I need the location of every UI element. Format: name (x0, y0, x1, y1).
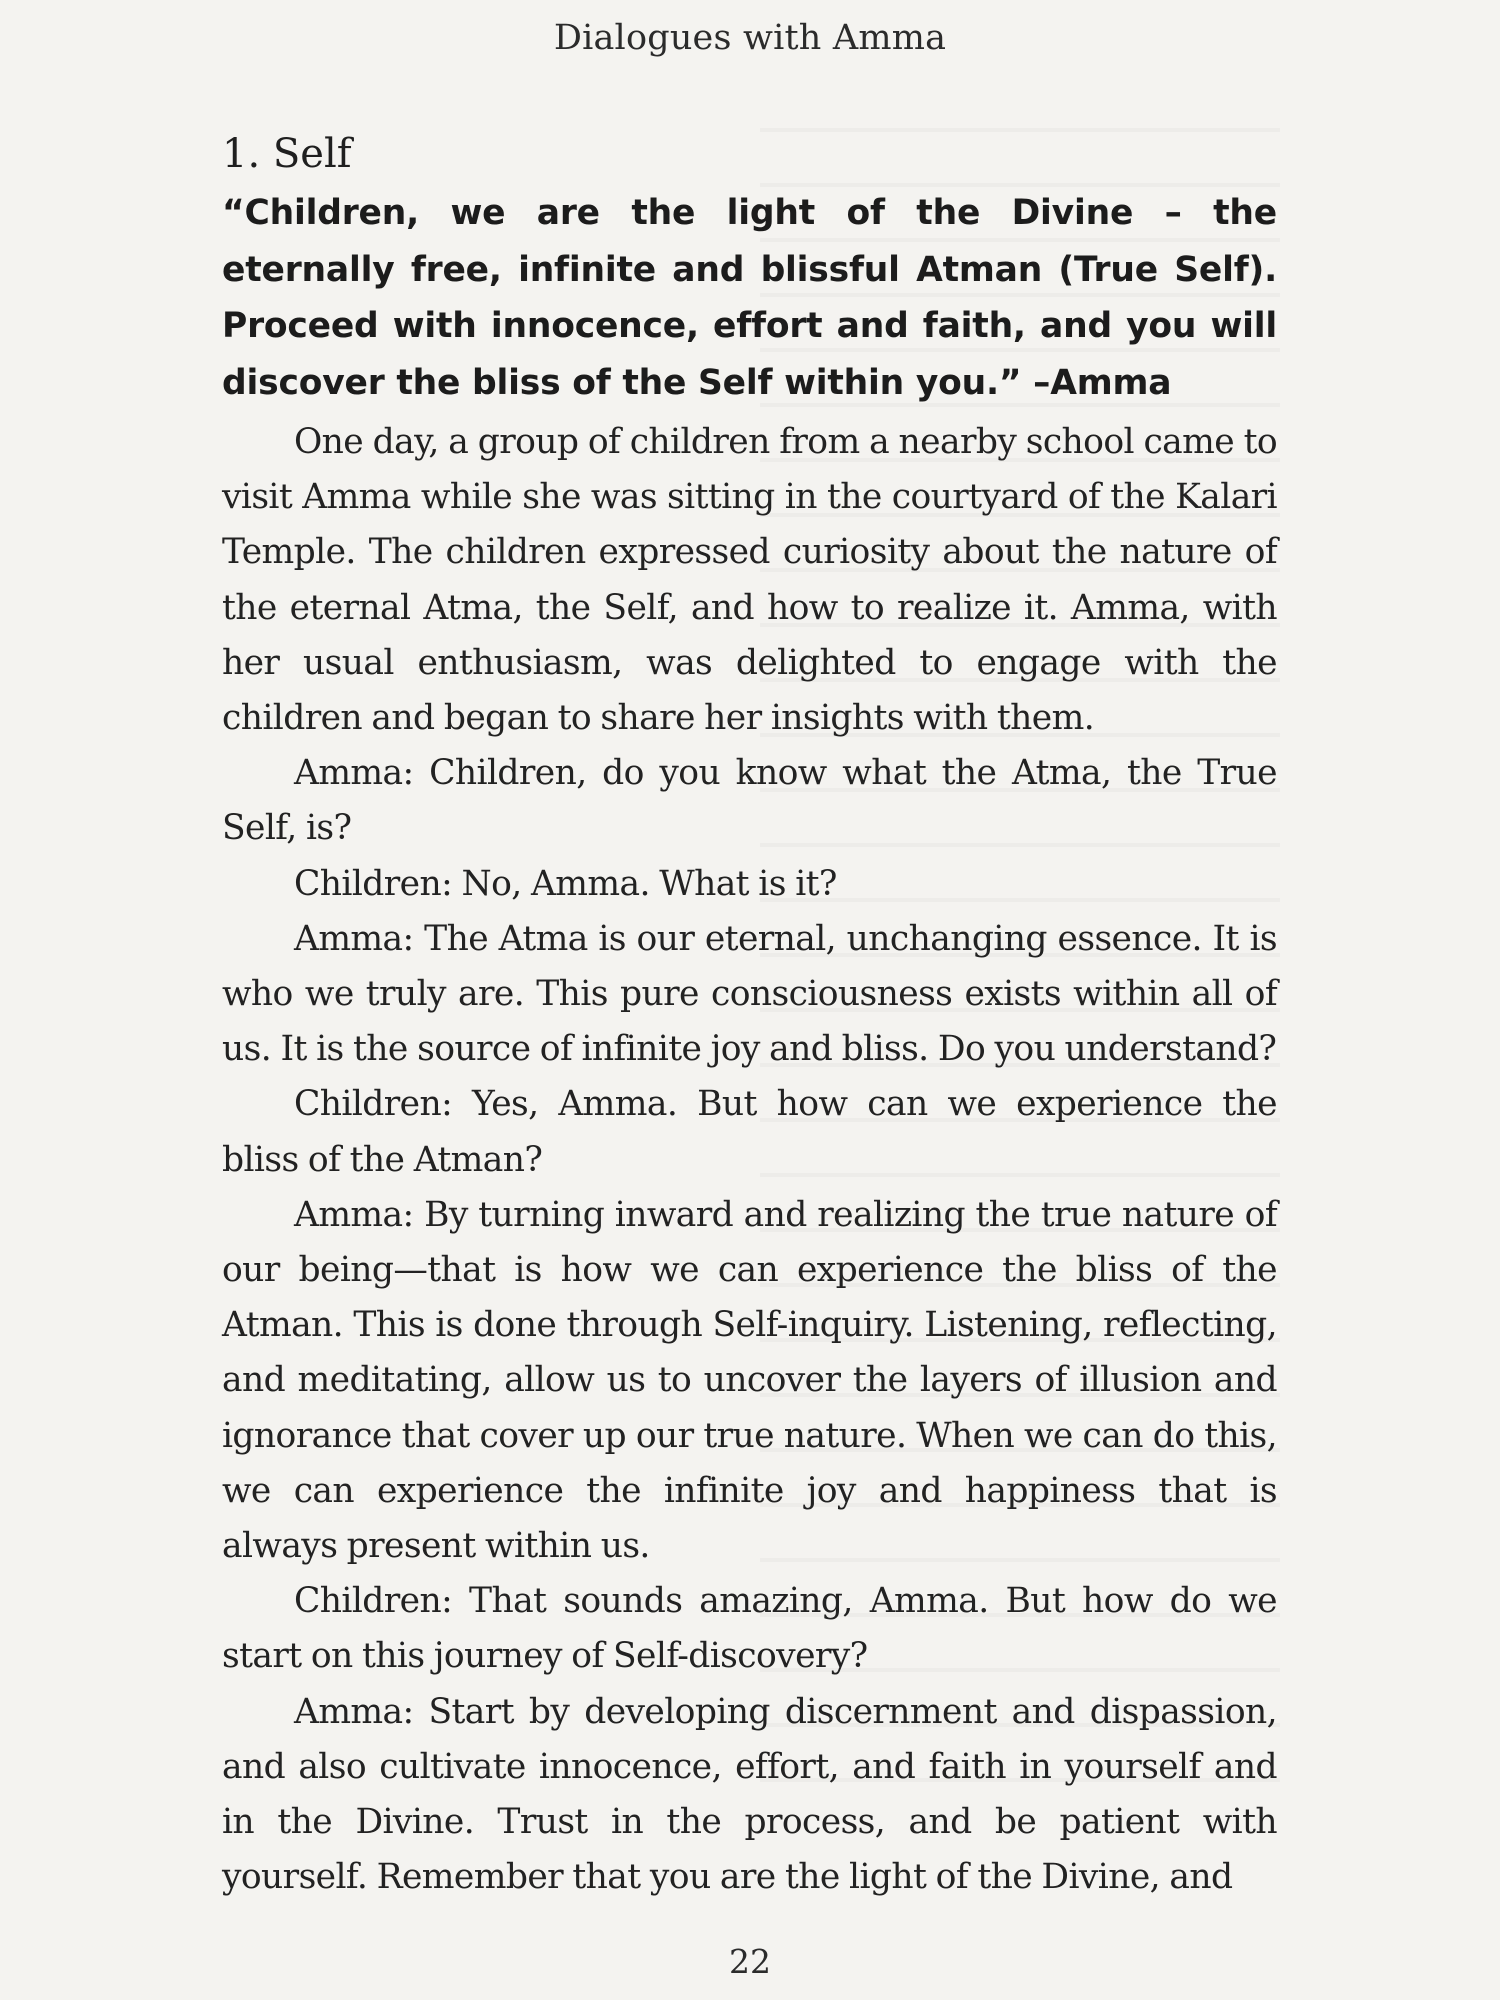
paragraph-dialogue: Children: That sounds amazing, Amma. But how do we start on this journey of Self-discovery? (222, 1581, 1277, 1677)
page-number: 22 (729, 1942, 771, 1981)
epigraph-quote: “Children, we are the light of the Divine – the eternally free, infinite and blissful Atman (True Self). Proceed with innocence, effort and faith, and you will discover the bliss of the Self within you.” –Amma (222, 193, 1277, 403)
section-heading: 1. Self (222, 131, 352, 177)
paragraph-dialogue: Children: No, Amma. What is it? (294, 863, 837, 904)
paragraph-intro: One day, a group of children from a nearby school came to visit Amma while she was sitting in the courtyard of the Kalari Temple. The children expressed curiosity about the nature of the eternal Atma, the Self, and how to realize it. Amma, with her usual enthusiasm, was delighted to engage with the children and began to share her insights with them. (222, 422, 1277, 739)
running-title: Dialogues with Amma (553, 18, 947, 58)
paragraph-dialogue: Amma: By turning inward and realizing the true nature of our being—that is how we can experience the bliss of the Atman. This is done through Self-inquiry. Listening, reflecting, and meditating, allow us to uncover the layers of illusion and ignorance that cover up our true nature. When we can do this, we can experience the infinite joy and happiness that is always present within us. (222, 1194, 1277, 1567)
page-content (222, 123, 1277, 1905)
paragraph-dialogue: Children: Yes, Amma. But how can we experience the bliss of the Atman? (222, 1084, 1277, 1180)
paragraph-dialogue: Amma: Start by developing discernment and dispassion, and also cultivate innocence, effort, and faith in yourself and in the Divine. Trust in the process, and be patient with yourself. Remember that you are the light of the Divine, and (222, 1691, 1277, 1898)
paragraph-dialogue: Amma: Children, do you know what the Atma, the True Self, is? (222, 753, 1277, 849)
paragraph-dialogue: Amma: The Atma is our eternal, unchanging essence. It is who we truly are. This pure consciousness exists within all of us. It is the source of infinite joy and bliss. Do you understand? (222, 918, 1277, 1070)
